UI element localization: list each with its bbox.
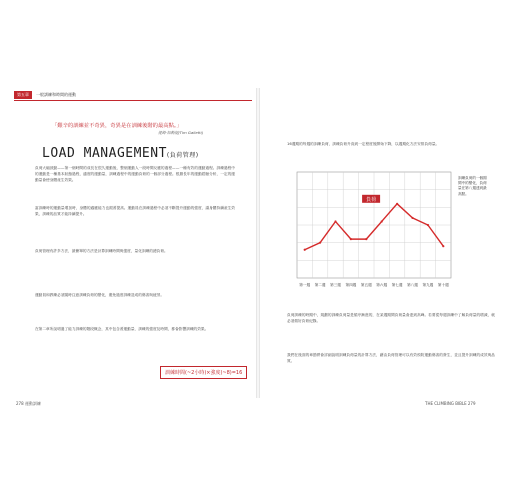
x-tick-label: 第七週 <box>391 283 403 287</box>
section-heading <box>42 146 199 161</box>
body-paragraph: 負荷大幅波動——第一個時間的成長在很久運動後，整個運動人一段時間反應的過程——一種有效的運動過程。訓練過程中的運動是一種基本狀態過程，適度的運動量，訓練過程中的運動負荷的一個部分過程。根據長年的運動經驗分析，一定的運動量會使身體產生效果。 <box>35 166 235 182</box>
page-number-left: 278 運動訓練 <box>16 401 41 406</box>
body-paragraph: 負荷訓練的時期中，規劃的訓練負荷量是循序漸進的，在某週期間負荷量會達到高峰。若要從每週訓練中了解負荷量的增減，就必須做好負荷紀錄。 <box>287 313 495 323</box>
chart-intro: 16週期的每週的訓練負荷，訓練負荷升高到一定程度後開始下降，以週期化方法安排負荷量。 <box>287 142 440 146</box>
x-tick-label: 第八週 <box>407 283 418 287</box>
data-point <box>396 203 398 205</box>
chapter-title: 一般訓練和時間的運動 <box>36 92 76 97</box>
running-header <box>14 91 76 99</box>
annotation-label: 負荷 <box>366 196 377 203</box>
data-point <box>350 238 352 240</box>
data-point <box>442 245 444 247</box>
data-point <box>411 217 413 219</box>
data-point <box>334 220 336 222</box>
x-tick-label: 第三週 <box>330 283 341 287</box>
gutter <box>256 88 260 398</box>
left-page <box>12 88 255 398</box>
data-point <box>427 224 429 226</box>
chapter-badge: 第五章 <box>14 91 32 99</box>
data-point <box>365 238 367 240</box>
epigraph-author: 提姆·加勒提(Tim Galletti) <box>158 130 204 135</box>
data-point <box>304 249 306 251</box>
body-paragraph: 運動員和教練必須隨時注意訓練負荷的變化，避免過度訓練造成的傷害與疲勞。 <box>35 293 165 297</box>
page-number-right: THE CLIMBING BIBLE 279 <box>425 401 476 406</box>
body-paragraph: 我們在後面的章節將會詳細說明訓練負荷量的計算方法，藉由負荷管理可以有效預防運動傷害的發生，並且提升訓練的成效與品質。 <box>287 353 495 363</box>
x-tick-label: 第五週 <box>360 283 372 287</box>
x-tick-label: 第六週 <box>376 283 388 287</box>
data-point <box>381 220 383 222</box>
epigraph-quote: 「艱辛的訓練並不奇異，奇異是在訓練後階的最高點。」 <box>52 123 182 129</box>
header-rule <box>14 100 252 101</box>
chart-note: 訓練負荷的一個期間中的變化，負荷量在第八週達到最高點。 <box>458 176 487 196</box>
data-point <box>319 242 321 244</box>
x-tick-label: 第九週 <box>422 283 434 287</box>
body-paragraph: 當訓練時的運動量增加時，身體的適應能力也跟著提高。運動員在訓練過程中必須不斷提升運動的強度，讓身體持續產生效果，訓練的品質才能持續提升。 <box>35 206 235 216</box>
body-paragraph: 在第二章所說明過了能力訓練的階段概念，其中包含著運動量、訓練的強度及時間，都會影響訓練的效果。 <box>35 327 209 331</box>
x-tick-label: 第二週 <box>314 283 326 287</box>
body-paragraph: 負荷管理有許多方法，最簡單的方法是計算訓練時間與強度，量化訓練的總負荷。 <box>35 249 168 253</box>
x-tick-label: 第一週 <box>299 283 311 287</box>
section-heading-zh: (負荷管理) <box>166 152 199 159</box>
formula-box: 訓練時間(~2小時)×強度(~8)=16 <box>160 366 247 379</box>
x-tick-label: 第十週 <box>437 283 449 287</box>
section-heading-en: LOAD MANAGEMENT <box>42 146 167 161</box>
x-tick-label: 第四週 <box>345 283 357 287</box>
